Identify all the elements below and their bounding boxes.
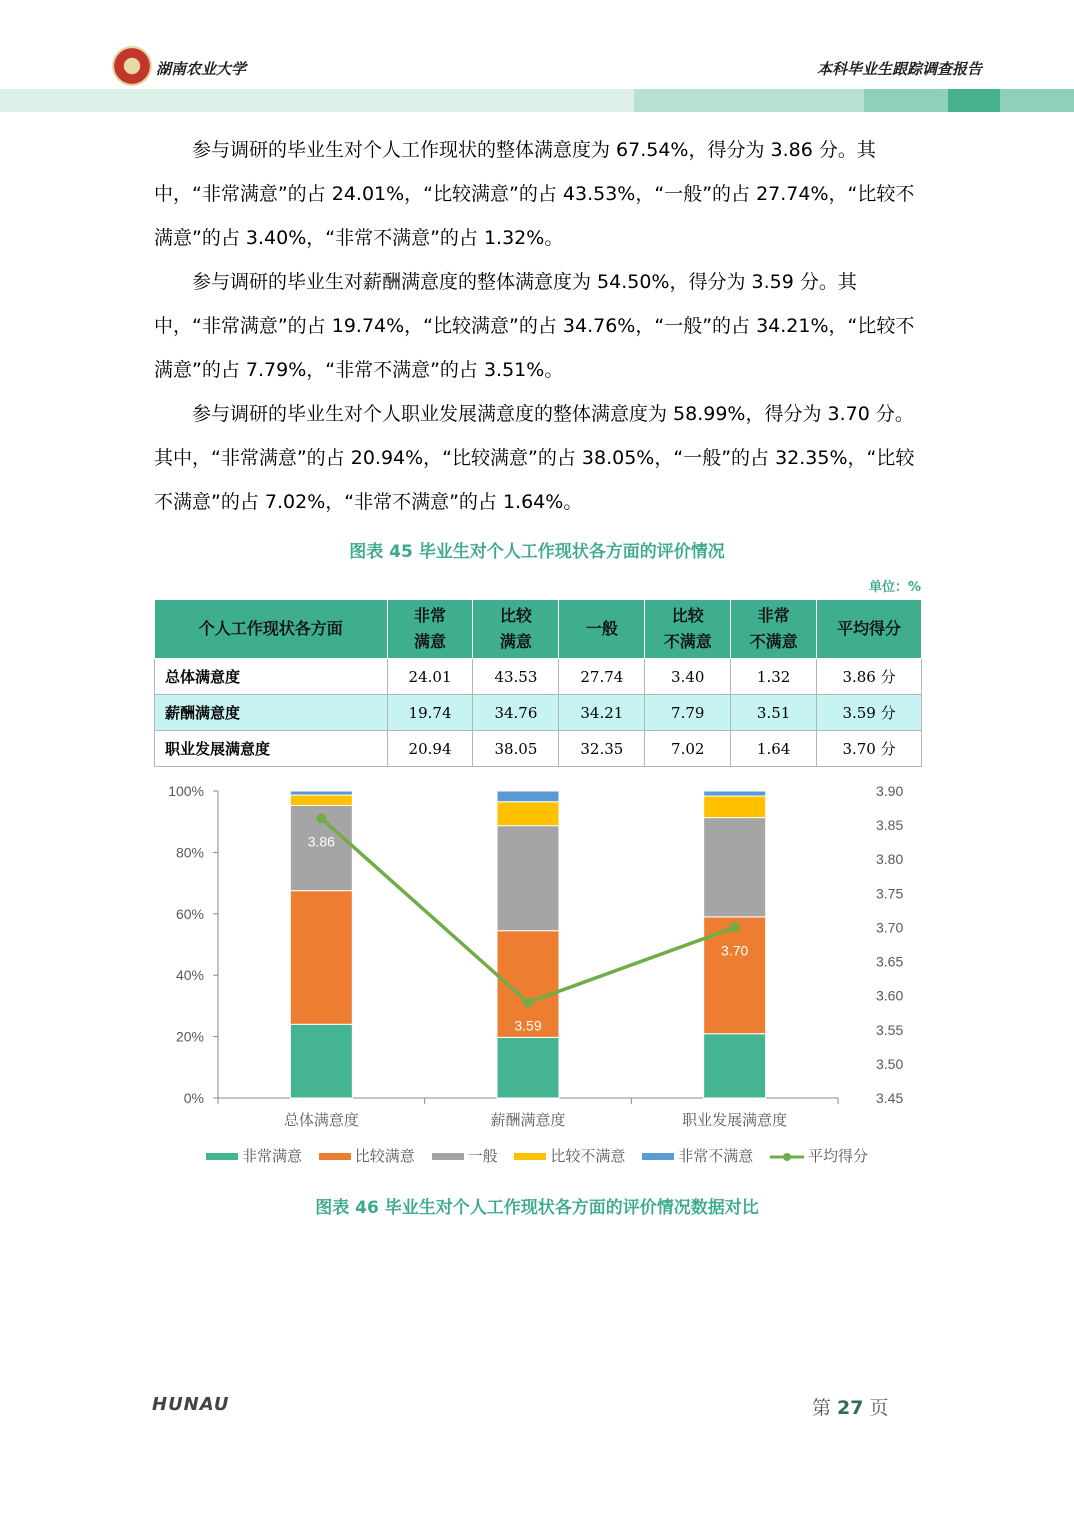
average-score-label: 3.86	[307, 833, 335, 850]
university-seal-icon	[112, 46, 152, 86]
table-row	[155, 731, 922, 767]
paragraph-1: 参与调研的毕业生对个人工作现状的整体满意度为 67.54%，得分为 3.86 分。其中，“非常满意”的占 24.01%，“比较满意”的占 43.53%，“一般”的占 27.74%，“比较不满意”的占 3.40%，“非常不满意”的占 1.32%。	[154, 139, 915, 249]
y2-tick-label: 3.50	[876, 1055, 904, 1072]
table-header-cell: 平均得分	[817, 600, 922, 659]
y-tick-label: 20%	[175, 1028, 204, 1045]
table-header-row	[155, 600, 922, 659]
page-header	[0, 0, 1074, 120]
y-tick-label: 0%	[183, 1090, 204, 1106]
bar-segment	[704, 1034, 766, 1098]
page-suffix: 页	[869, 1397, 889, 1419]
page-number	[812, 1393, 888, 1420]
report-title: 本科毕业生跟踪调查报告	[816, 60, 982, 78]
header-band-mid	[634, 89, 864, 112]
chart-caption: 图表 46 毕业生对个人工作现状各方面的评价情况数据对比	[315, 1198, 759, 1218]
legend-item: 比较不满意	[514, 1145, 625, 1166]
table-header-cell: 比较 满意	[473, 600, 559, 659]
table-cell: 7.02	[645, 731, 731, 767]
average-score-label: 3.59	[514, 1017, 542, 1034]
paragraph-3: 参与调研的毕业生对个人职业发展满意度的整体满意度为 58.99%，得分为 3.70 分。其中，“非常满意”的占 20.94%，“比较满意”的占 38.05%，“一般”的占 32.35%，“比较不满意”的占 7.02%，“非常不满意”的占 1.64%。	[154, 403, 915, 513]
bar-segment	[497, 826, 559, 931]
y2-tick-label: 3.60	[876, 987, 904, 1004]
legend-line-icon	[770, 1151, 804, 1163]
bar-segment	[290, 1024, 352, 1098]
legend-item: 非常不满意	[642, 1145, 753, 1166]
y-tick-label: 100%	[168, 783, 204, 799]
average-score-label: 3.70	[721, 942, 749, 959]
page-number-value: 27	[837, 1397, 864, 1419]
table-cell: 32.35	[559, 731, 645, 767]
bar-segment	[704, 791, 766, 796]
y2-tick-label: 3.75	[876, 885, 904, 902]
table-header-cell: 非常 满意	[387, 600, 473, 659]
table-cell: 3.70 分	[817, 731, 922, 767]
bar-segment	[704, 796, 766, 818]
table-cell: 38.05	[473, 731, 559, 767]
table-cell: 20.94	[387, 731, 473, 767]
table-cell: 34.76	[473, 695, 559, 731]
table-cell: 43.53	[473, 659, 559, 695]
table-cell: 职业发展满意度	[155, 731, 388, 767]
bar-segment	[290, 791, 352, 795]
legend-swatch	[432, 1153, 464, 1160]
bar-segment	[290, 891, 352, 1025]
table-cell: 27.74	[559, 659, 645, 695]
header-band-light	[0, 89, 634, 112]
y-tick-label: 40%	[175, 967, 204, 984]
page-prefix: 第	[812, 1397, 832, 1419]
table-header-cell: 个人工作现状各方面	[155, 600, 388, 659]
average-score-point	[730, 922, 740, 932]
table-cell: 3.59 分	[817, 695, 922, 731]
footer-logo-text: HUNAU	[152, 1394, 230, 1415]
table-cell: 1.64	[731, 731, 817, 767]
table-cell: 19.74	[387, 695, 473, 731]
header-band-dark	[948, 89, 1000, 112]
legend-item: 一般	[432, 1145, 498, 1166]
chart-legend	[0, 1145, 1074, 1166]
x-category-label: 总体满意度	[283, 1111, 359, 1129]
table-row	[155, 659, 922, 695]
stacked-bar-line-chart	[154, 778, 922, 1138]
bar-segment	[497, 791, 559, 802]
table-cell: 3.86 分	[817, 659, 922, 695]
bar-segment	[290, 795, 352, 805]
bar-segment	[704, 818, 766, 917]
table-cell: 3.51	[731, 695, 817, 731]
table-caption: 图表 45 毕业生对个人工作现状各方面的评价情况	[349, 542, 725, 562]
table-header-cell: 比较 不满意	[645, 600, 731, 659]
header-band-end	[1000, 89, 1074, 112]
x-category-label: 薪酬满意度	[490, 1111, 566, 1129]
legend-item: 比较满意	[319, 1145, 415, 1166]
average-score-point	[523, 997, 533, 1007]
table-cell: 7.79	[645, 695, 731, 731]
legend-swatch	[514, 1153, 546, 1160]
header-band-mid2	[864, 89, 948, 112]
table-cell: 3.40	[645, 659, 731, 695]
paragraph-2: 参与调研的毕业生对薪酬满意度的整体满意度为 54.50%，得分为 3.59 分。其中，“非常满意”的占 19.74%，“比较满意”的占 34.76%，“一般”的占 34.21%，“比较不满意”的占 7.79%，“非常不满意”的占 3.51%。	[154, 271, 915, 381]
table-cell: 34.21	[559, 695, 645, 731]
evaluation-table	[154, 599, 922, 767]
y2-tick-label: 3.55	[876, 1021, 904, 1038]
legend-item: 平均得分	[770, 1145, 868, 1166]
table-cell: 1.32	[731, 659, 817, 695]
table-header-cell: 一般	[559, 600, 645, 659]
x-category-label: 职业发展满意度	[682, 1111, 788, 1129]
legend-swatch	[319, 1153, 351, 1160]
y2-tick-label: 3.85	[876, 817, 904, 834]
y-tick-label: 80%	[175, 844, 204, 861]
legend-swatch	[206, 1153, 238, 1160]
bar-segment	[497, 802, 559, 826]
table-cell: 总体满意度	[155, 659, 388, 695]
y2-tick-label: 3.65	[876, 953, 904, 970]
university-name: 湖南农业大学	[156, 60, 247, 78]
table-header-cell: 非常 不满意	[731, 600, 817, 659]
y2-tick-label: 3.70	[876, 919, 904, 936]
bar-segment	[497, 1037, 559, 1098]
table-row	[155, 695, 922, 731]
table-cell: 24.01	[387, 659, 473, 695]
legend-swatch	[642, 1153, 674, 1160]
table-cell: 薪酬满意度	[155, 695, 388, 731]
unit-label: 单位：%	[868, 580, 921, 595]
y-tick-label: 60%	[175, 905, 204, 922]
y2-tick-label: 3.80	[876, 851, 904, 868]
y2-tick-label: 3.45	[876, 1090, 904, 1106]
legend-item: 非常满意	[206, 1145, 302, 1166]
y2-tick-label: 3.90	[876, 783, 904, 799]
body-text	[154, 128, 922, 524]
average-score-point	[316, 813, 326, 823]
